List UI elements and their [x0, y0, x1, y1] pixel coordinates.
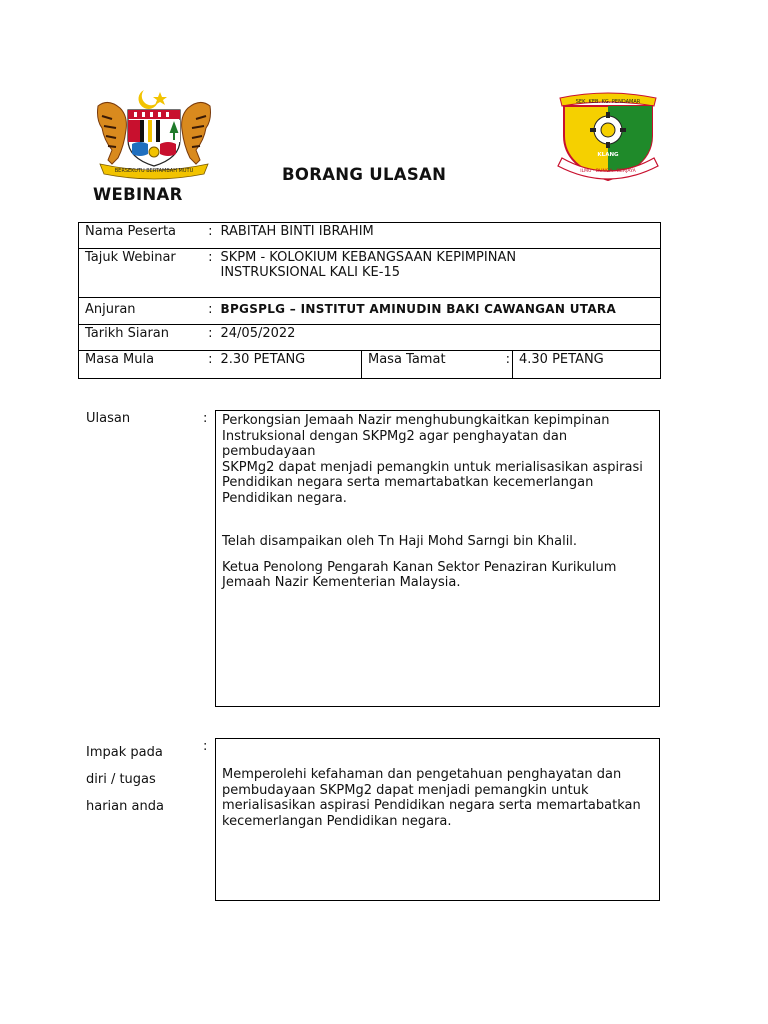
label-masa-mula: Masa Mula [79, 351, 199, 379]
school-crest-icon [556, 92, 660, 188]
ulasan-p3-line: Ketua Penolong Pengarah Kanan Sektor Penaziran Kurikulum [222, 559, 617, 575]
impak-label-line: harian anda [86, 799, 164, 814]
svg-text:BERSEKUTU BERTAMBAH MUTU: BERSEKUTU BERTAMBAH MUTU [114, 168, 194, 174]
row-tajuk-webinar [79, 249, 661, 298]
impak-colon: : [203, 739, 208, 754]
coat-of-arms-logo [88, 86, 220, 182]
impak-box [215, 738, 660, 901]
colon: : [199, 223, 215, 249]
impak-line: pembudayaan SKPMg2 dapat menjadi pemangkin untuk [222, 782, 589, 798]
ulasan-box [215, 410, 660, 707]
label-masa-tamat: Masa Tamat [362, 351, 492, 379]
label-nama-peserta: Nama Peserta [79, 223, 199, 249]
ulasan-paragraph-3 [222, 560, 653, 591]
svg-text:KLANG: KLANG [597, 152, 619, 158]
value-anjuran: BPGSPLG – INSTITUT AMINUDIN BAKI CAWANGAN UTARA [215, 298, 661, 325]
value-tajuk-webinar [215, 249, 661, 298]
ulasan-p1-line: Pendidikan negara serta memartabatkan kecemerlangan [222, 475, 594, 490]
impak-paragraph [222, 767, 653, 829]
colon: : [492, 351, 513, 379]
impak-label [86, 739, 164, 820]
impak-label-line: Impak pada [86, 745, 163, 760]
colon: : [199, 298, 215, 325]
ulasan-p1-line: Instruksional dengan SKPMg2 agar penghayatan dan pembudayaan [222, 428, 568, 459]
ulasan-label: Ulasan [86, 411, 131, 426]
label-anjuran: Anjuran [79, 298, 199, 325]
ulasan-p1-line: SKPMg2 dapat menjadi pemangkin untuk merialisasikan aspirasi [222, 459, 643, 475]
impak-label-line: diri / tugas [86, 772, 156, 787]
row-masa [79, 351, 661, 379]
row-anjuran [79, 298, 661, 325]
colon: : [199, 249, 215, 298]
colon: : [199, 351, 215, 379]
ulasan-p1-line: Perkongsian Jemaah Nazir menghubungkaitkan kepimpinan [222, 413, 610, 428]
school-crest-logo [556, 92, 660, 188]
ulasan-paragraph-2: Telah disampaikan oleh Tn Haji Mohd Sarngi bin Khalil. [222, 534, 578, 549]
colon: : [199, 325, 215, 351]
svg-text:ILMU · BUNGA · BERJAYA: ILMU · BUNGA · BERJAYA [580, 169, 636, 174]
value-tajuk-line-1: SKPM - KOLOKIUM KEBANGSAAN KEPIMPINAN [220, 250, 517, 265]
value-tarikh-siaran: 24/05/2022 [215, 325, 661, 351]
participant-info-table [78, 222, 661, 379]
form-subtitle: WEBINAR [93, 185, 183, 204]
malaysia-coat-of-arms-icon [88, 86, 220, 182]
row-tarikh-siaran [79, 325, 661, 351]
row-nama-peserta [79, 223, 661, 249]
value-tajuk-line-2: INSTRUKSIONAL KALI KE-15 [220, 265, 401, 280]
form-title: BORANG ULASAN [282, 165, 447, 184]
label-tajuk-webinar: Tajuk Webinar [79, 249, 199, 298]
impak-line: merialisasikan aspirasi Pendidikan negara serta memartabatkan [222, 798, 641, 813]
ulasan-paragraph-1 [222, 413, 653, 506]
value-masa-mula: 2.30 PETANG [215, 351, 362, 379]
value-nama-peserta: RABITAH BINTI IBRAHIM [215, 223, 661, 249]
ulasan-p1-line: Pendidikan negara. [222, 490, 347, 506]
label-tarikh-siaran: Tarikh Siaran [79, 325, 199, 351]
ulasan-p3-line: Jemaah Nazir Kementerian Malaysia. [222, 575, 461, 590]
ulasan-colon: : [203, 411, 208, 426]
impak-line: kecemerlangan Pendidikan negara. [222, 813, 452, 829]
value-masa-tamat: 4.30 PETANG [513, 351, 661, 379]
svg-text:SEK. KEB. KG. PENDAMAR: SEK. KEB. KG. PENDAMAR [575, 99, 641, 105]
impak-line: Memperolehi kefahaman dan pengetahuan penghayatan dan [222, 767, 622, 782]
